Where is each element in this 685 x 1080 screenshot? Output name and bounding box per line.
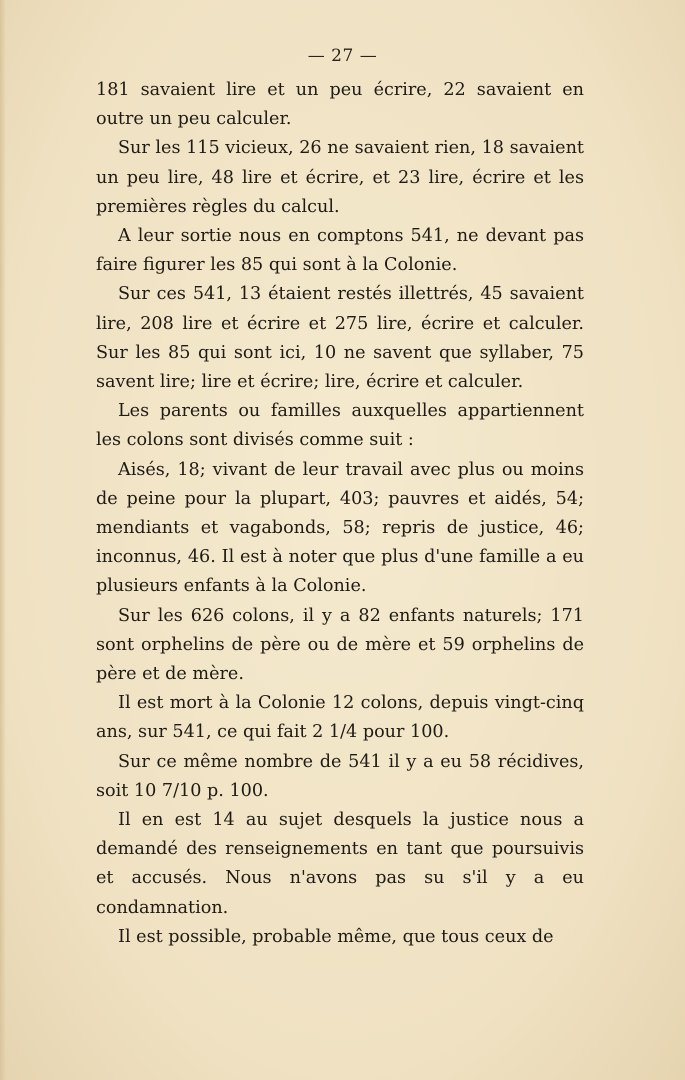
paragraph: Il en est 14 au sujet desquels la justice nous a demandé des renseignements en tant que poursuivis et accusés. Nous n'avons pas su s'il y a eu condamnation. (96, 810, 584, 918)
paragraph: Il est mort à la Colonie 12 colons, depuis vingt-cinq ans, sur 541, ce qui fait 2 1/4 pour 100. (96, 693, 584, 743)
paragraph: Sur ces 541, 13 étaient restés illettrés, 45 savaient lire, 208 lire et écrire et 275 lire, écrire et calculer. Sur les 85 qui sont ici, 10 ne savent que syllaber, 75 savent lire; lire et écrire; lire, écrire et calculer. (96, 284, 584, 393)
body-text (96, 76, 584, 952)
paragraph: Il est possible, probable même, que tous ceux de (118, 926, 554, 947)
page-number: — 27 — (307, 46, 378, 66)
paragraph: Sur ce même nombre de 541 il y a eu 58 récidives, soit 10 7/10 p. 100. (96, 751, 584, 801)
paragraph: Aisés, 18; vivant de leur travail avec plus ou moins de peine pour la plupart, 403; pauvres et aidés, 54; mendiants et vagabonds, 58; repris de justice, 46; inconnus, 46. Il est à noter que plus d'une famille a eu plusieurs enfants à la Colonie. (96, 459, 584, 597)
paragraph: A leur sortie nous en comptons 541, ne devant pas faire figurer les 85 qui sont à la Colonie. (96, 226, 584, 276)
paragraph-continuation: 181 savaient lire et un peu écrire, 22 savaient en outre un peu calculer. (96, 80, 584, 130)
paragraph: Sur les 626 colons, il y a 82 enfants naturels; 171 sont orphelins de père ou de mère et 59 orphelins de père et de mère. (96, 605, 584, 685)
page-edge-shadow (0, 0, 6, 1080)
paragraph: Les parents ou familles auxquelles appartiennent les colons sont divisés comme suit : (96, 401, 584, 451)
paragraph: Sur les 115 vicieux, 26 ne savaient rien, 18 savaient un peu lire, 48 lire et écrire, et 23 lire, écrire et les premières règles du calcul. (96, 138, 584, 217)
